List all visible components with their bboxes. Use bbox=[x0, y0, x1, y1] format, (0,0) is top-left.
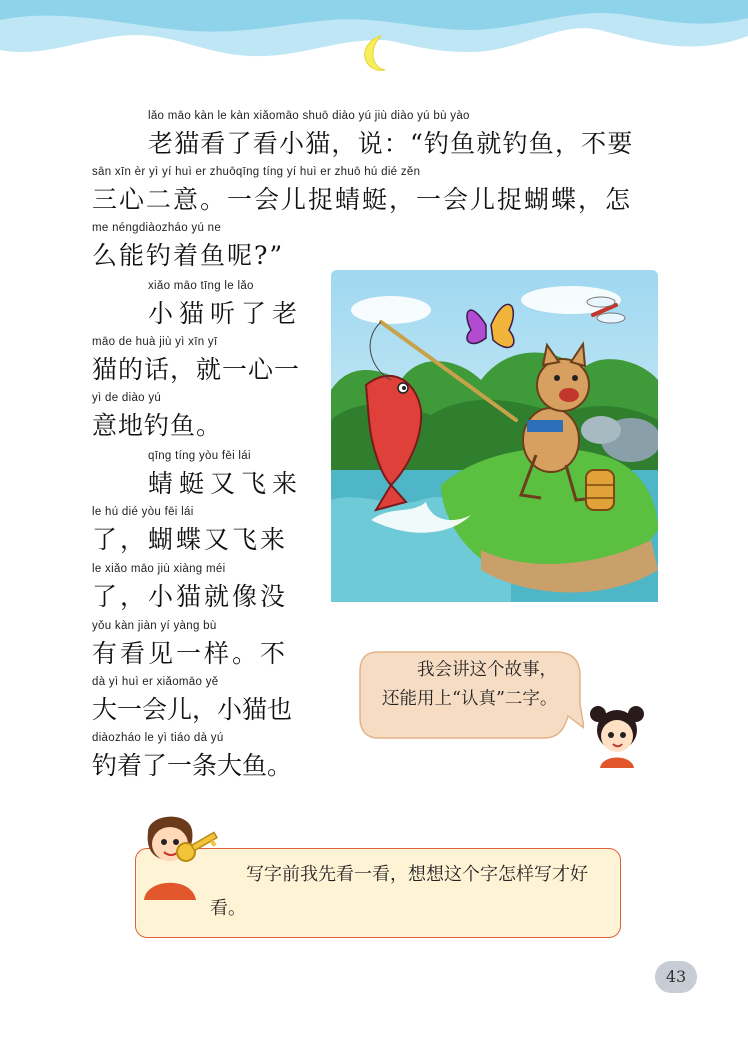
pinyin: me néngdiàozháo yú ne bbox=[92, 222, 222, 234]
girl-avatar bbox=[582, 700, 652, 768]
hanzi: 钓着了一条大鱼。 bbox=[92, 751, 293, 780]
pinyin: lǎo māo kàn le kàn xiǎomāo shuō diào yú jiù diào yú bù yào bbox=[148, 110, 470, 122]
writing-tip-text: 写字前我先看一看，想想这个字怎样写才好看。 bbox=[210, 864, 588, 919]
hanzi: 大一会儿，小猫也 bbox=[92, 695, 293, 724]
hanzi: 老猫看了看小猫，说：“钓鱼就钓鱼，不要 bbox=[148, 129, 634, 158]
hanzi: 了，小猫就像没 bbox=[92, 582, 289, 611]
pinyin: sān xīn èr yì yí huì er zhuōqīng tíng yí huì er zhuō hú dié zěn bbox=[92, 166, 421, 178]
pinyin: le hú dié yòu fēi lái bbox=[92, 506, 194, 518]
hanzi: 意地钓鱼。 bbox=[92, 411, 223, 440]
pinyin: dà yì huì er xiǎomāo yě bbox=[92, 676, 219, 688]
pinyin: yǒu kàn jiàn yí yàng bù bbox=[92, 620, 217, 632]
page-number: 43 bbox=[665, 967, 687, 986]
pinyin: le xiǎo māo jiù xiàng méi bbox=[92, 563, 226, 575]
moon-icon bbox=[355, 32, 397, 74]
pinyin: yì de diào yú bbox=[92, 392, 162, 404]
cat-fishing-illustration bbox=[331, 270, 658, 602]
hanzi: 么能钓着鱼呢?” bbox=[92, 241, 285, 270]
hanzi: 有看见一样。不 bbox=[92, 639, 289, 668]
hanzi: 蜻蜓又飞来 bbox=[148, 469, 304, 498]
hanzi: 三心二意。一会儿捉蜻蜓，一会儿捉蝴蝶，怎 bbox=[92, 185, 633, 214]
pinyin: māo de huà jiù yì xīn yī bbox=[92, 336, 218, 348]
pinyin: diàozháo le yì tiáo dà yú bbox=[92, 732, 224, 744]
boy-with-key-icon bbox=[134, 808, 220, 900]
hanzi: 猫的话，就一心一 bbox=[92, 355, 301, 384]
hanzi: 小猫听了老 bbox=[148, 299, 304, 328]
pinyin: qīng tíng yòu fēi lái bbox=[148, 450, 251, 462]
hanzi: 了，蝴蝶又飞来 bbox=[92, 525, 289, 554]
pinyin: xiǎo māo tīng le lǎo bbox=[148, 280, 254, 292]
speech-bubble-text: 我会讲这个故事，还能用上“认真”二字。 bbox=[382, 660, 558, 709]
